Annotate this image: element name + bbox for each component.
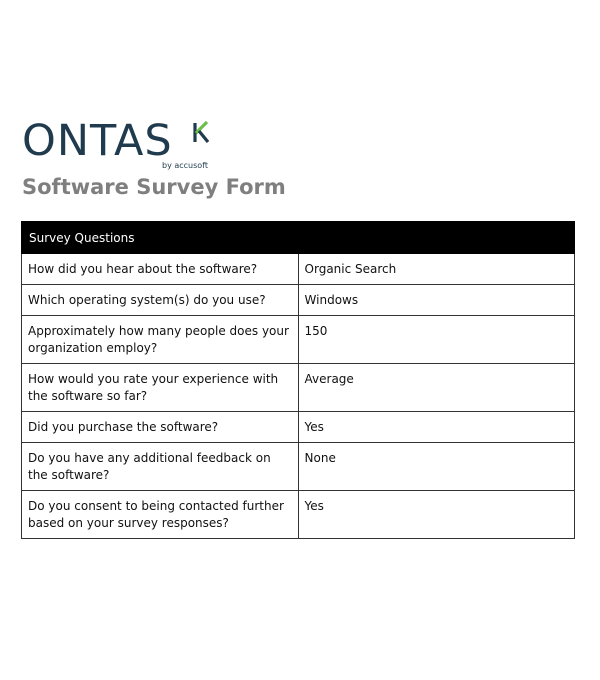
answer-cell: Average [298, 364, 574, 412]
answer-cell: Yes [298, 491, 574, 539]
table-header-row [22, 222, 575, 254]
answer-cell: Organic Search [298, 254, 574, 285]
answer-cell: None [298, 443, 574, 491]
question-cell: How did you hear about the software? [22, 254, 299, 285]
survey-table [21, 221, 575, 539]
question-cell: Which operating system(s) do you use? [22, 285, 299, 316]
answer-cell: 150 [298, 316, 574, 364]
question-cell: Approximately how many people does your organization employ? [22, 316, 299, 364]
table-row [22, 285, 575, 316]
question-cell: Did you purchase the software? [22, 412, 299, 443]
table-row [22, 412, 575, 443]
table-header: Survey Questions [22, 222, 575, 254]
answer-cell: Windows [298, 285, 574, 316]
question-cell: Do you have any additional feedback on the software? [22, 443, 299, 491]
logo-subtitle: by accusoft [162, 161, 208, 170]
answer-cell: Yes [298, 412, 574, 443]
page-title: Software Survey Form [22, 175, 286, 199]
logo-k-icon [193, 120, 211, 144]
question-cell: How would you rate your experience with the software so far? [22, 364, 299, 412]
table-row [22, 364, 575, 412]
question-cell: Do you consent to being contacted further based on your survey responses? [22, 491, 299, 539]
table-row [22, 254, 575, 285]
ontask-logo [22, 116, 222, 176]
table-row [22, 491, 575, 539]
table-row [22, 443, 575, 491]
logo-wordmark: ONTAS [22, 116, 173, 166]
table-row [22, 316, 575, 364]
